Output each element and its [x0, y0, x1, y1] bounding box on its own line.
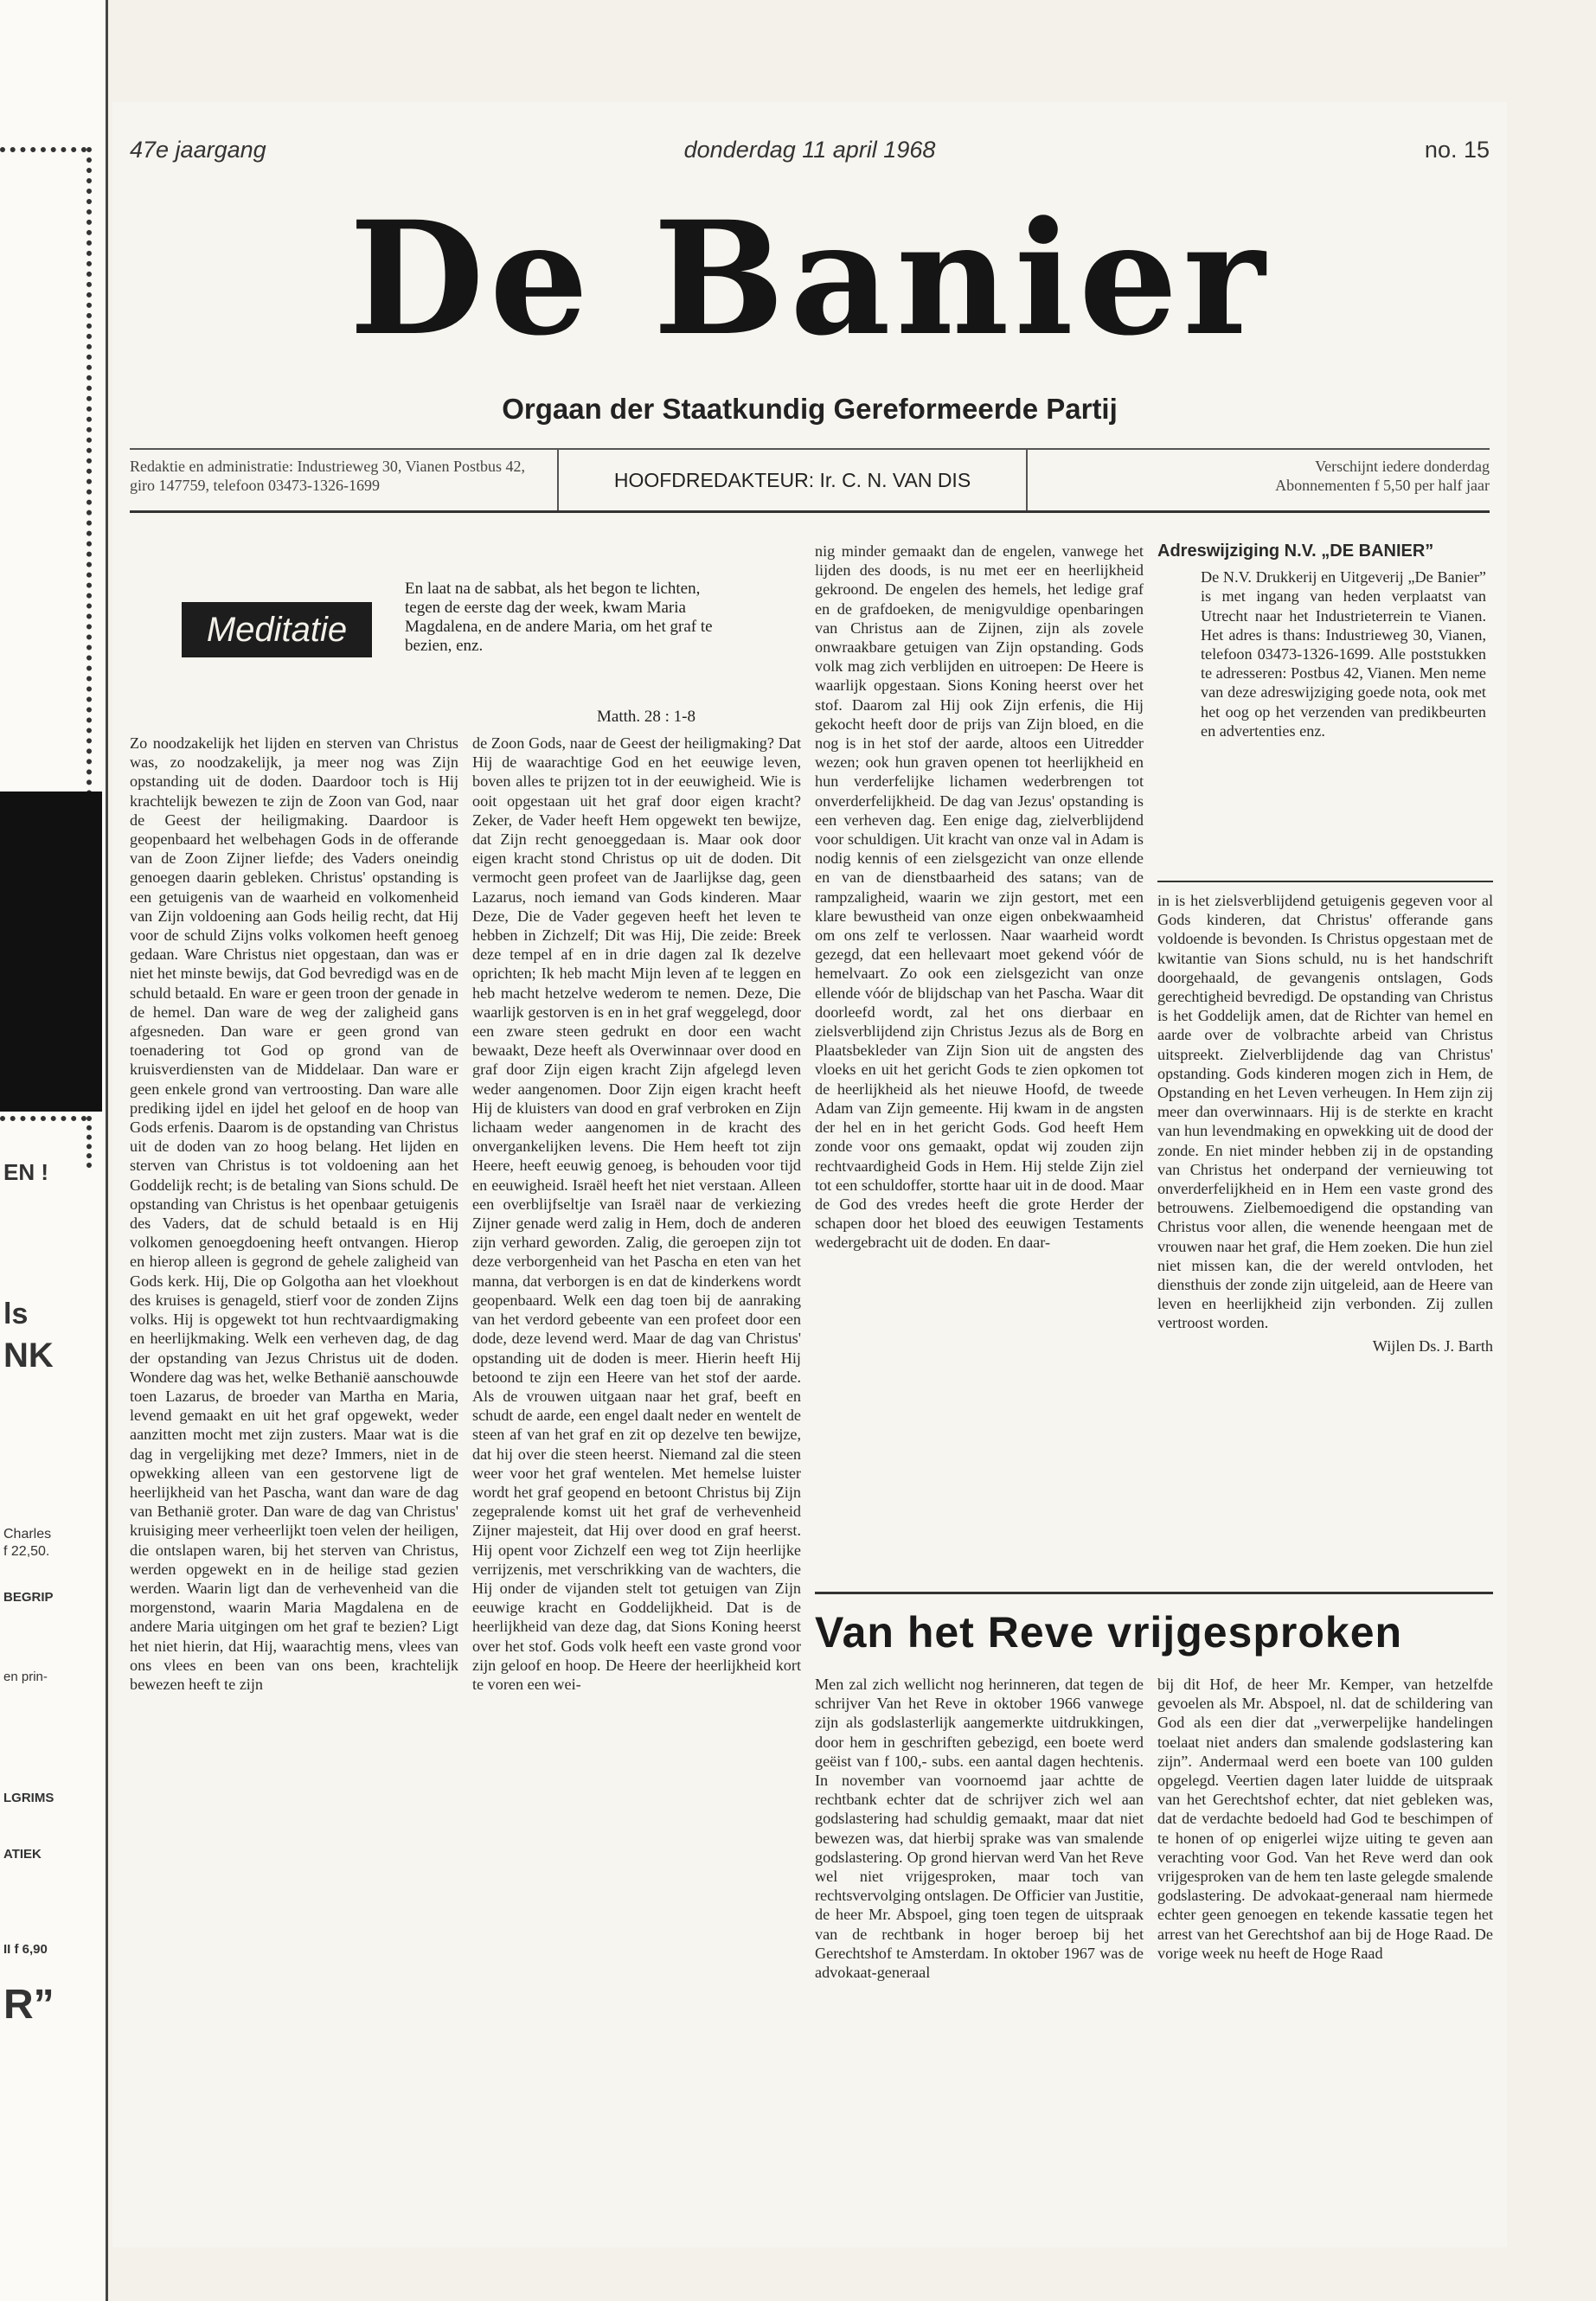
- address-info: Redaktie en administratie: Industrieweg 30, Vianen Postbus 42, giro 147759, telefoon 03473-1326-1699: [130, 458, 526, 494]
- adjacent-page-strip: [0, 0, 108, 2301]
- article-text: Men zal zich wellicht nog herinneren, dat tegen de schrijver Van het Reve in oktober 1966 vanwege zijn als godslasterlijk aangemerkte uitdrukkingen, door hem in geschriften gebezigd, een boete werd geëist van f 100,- subs. een aantal dagen hechtenis. In november van voornoemd jaar achtte de rechtbank echter dat de schrijver zich wel aan godslastering had schuldig gemaakt, maar dat niet bewezen was, dat hierbij sprake was van smalende godslastering. Op grond hiervan werd Van het Reve wel niet vrijgesproken, maar toch van rechtsvervolging ontslagen. De Officier van Justitie, de heer Mr. Abspoel, ging toen tegen de uitspraak van de rechtbank in hoger beroep bij het Gerechtshof te Amsterdam. In oktober 1967 was de advokaat-generaal: [815, 1676, 1144, 1982]
- strip-text: en prin-: [3, 1670, 48, 1684]
- subscription-info: [1057, 457, 1490, 495]
- reve-column-2: [1157, 1675, 1493, 1963]
- info-bar: [130, 448, 1490, 513]
- meditatie-column-4: [1157, 891, 1493, 1356]
- section-divider: [815, 1592, 1493, 1594]
- article-text: in is het zielsverblijdend getuigenis gegeven voor al Gods kinderen, dat Christus' offerande gans voldoende is bevonden. Is Christus opgestaan met de kwitantie van Sions schuld, nu is het handschrift doorgehaald, de gevangenis ontslagen, Gods gerechtigheid bevredigd. De opstanding van Christus is het Goddelijk amen, dat de Richter van hemel en aarde over de volbrachte arbeid van Christus uitspreekt. Zielverblijdende dag van Christus' opstanding. Gods kinderen mogen zich in Hem, de Opstanding en het Leven verheugen. In Hem zijn zij meer dan overwinnaars. Hij is de sterkte en kracht van hun levendmaking en opwekking uit de dood der zonde. En niet minder hebben zij in de opstanding van Christus het onderpand der vernieuwing tot onverderfelijkheid en in Hem een vaste grond des betrouwens. Zielbemoedigend die opstanding van Christus voor allen, die wenende heengaan met de vrouwen naar het graf, die Hem zoeken. Die hun ziel niet missen kan, die der wereld ontvloden, het diensthuis der zonde zijn uitgeleid, aan de Heere van leven en heerlijkheid zijn verbonden. Zij zullen vertroost worden.: [1157, 892, 1493, 1332]
- meditatie-column-3: [815, 542, 1144, 1253]
- strip-text: LGRIMS: [3, 1791, 54, 1805]
- notice-body: De N.V. Drukkerij en Uitgeverij „De Banier” is met ingang van heden verplaatst van Utrecht naar het Industrieterrein te Vianen. Het adres is thans: Industrieweg 30, Vianen, telefoon 03473-1326-1699. Alle poststukken te adresseren: Postbus 42, Vianen. Men neme van deze adreswijziging goede nota, ook met het oog op het verzenden van predikbeurten en advertenties enz.: [1201, 568, 1486, 740]
- meditatie-column-1: [130, 734, 458, 1694]
- article-text: bij dit Hof, de heer Mr. Kemper, van hetzelfde gevoelen als Mr. Abspoel, nl. dat de schildering van God als een dier dat „verwerpelijke handelingen toelaat niet anders dan smalende godslastering kan zijn”. Andermaal werd een boete van 100 gulden opgelegd. Veertien dagen later luidde de uitspraak van het Gerechtshof echter, dat niet gebleken was, dat de verdachte bedoeld had God te beschimpen of te honen of op enigerlei wijze uiting te geven aan verachting voor God. Van het Reve werd dan ook vrijgesproken van de hem ten laste gelegde smalende godslastering. De advokaat-generaal nam hiermede echter geen genoegen en tekende kassatie tegen het arrest van het Gerechtshof aan bij de Hoge Raad. De vorige week nu heeft de Hoge Raad: [1157, 1676, 1493, 1962]
- meditatie-signature: Wijlen Ds. J. Barth: [1372, 1336, 1493, 1355]
- dotted-rule: [0, 147, 87, 152]
- issue-label: no. 15: [1424, 137, 1490, 163]
- volume-label: 47e jaargang: [130, 137, 266, 163]
- header-line: [130, 137, 1490, 171]
- strip-text: R”: [3, 1982, 54, 2028]
- subscription-price: Abonnementen f 5,50 per half jaar: [1275, 477, 1490, 494]
- meditatie-column-2: [472, 734, 801, 1694]
- dotted-rule: [0, 1116, 87, 1121]
- dotted-rule: [87, 1116, 92, 1168]
- meditatie-verse: En laat na de sabbat, als het begon te lichten, tegen de eerste dag der week, kwam Maria Magdalena, en de andere Maria, om het graf te bezien, enz.: [405, 580, 713, 655]
- appearance-note: Verschijnt iedere donderdag: [1315, 458, 1490, 475]
- article-text: Zo noodzakelijk het lijden en sterven van Christus was, zo noodzakelijk, ja meer nog was Zijn opstanding uit de doden. Daardoor toch is Hij krachtelijk bewezen te zijn de Zoon van God, naar de Geest der heiligmaking. Daardoor is geopenbaard het welbehagen Gods in de offerande van de Zoon Zijner liefde; des Vaders oneindig genoegen daarin gebleken. Christus' opstanding is een getuigenis van de waarheid en volkomenheid van Zijn voldoening aan Gods heilig recht, dat Hij voor de schuld Zijns volks volkomen heeft genoeg gedaan. Ware Christus niet opgestaan, dan was er niet het minste bewijs, dat God bevredigd was en de schuld betaald. En ware er geen troon der genade in de hemel. Dan ware de weg der zaligheid gans afgesneden. Dan ware er geen grond van toenadering tot God op grond van de kruisverdiensten van de Middelaar. Dan ware er geen enkele grond van vertroosting. Dan ware alle prediking ijdel en ijdel het geloof en de hoop van Gods erfenis. Daarom is de opstanding van Christus uit de doden van zo hoog belang. Het lijden en sterven van Christus is tot voldoening aan het Goddelijk recht; is de betaling van Sions schuld. De opstanding van Christus is het openbaar getuigenis des Vaders, dat de schuld betaald is en Hij volkomen genoegdoening heeft ontvangen. Hierop en hierop alleen is gegrond de gehele zaligheid van Gods kerk. Hij, Die op Golgotha aan het vloekhout des kruises is genageld, stierf voor de zonden Zijns volks. Hij is opgewekt tot hun rechtvaardigmaking en heerlijkmaking. Welk een verheven dag, de dag der opstanding van Jezus Christus uit de doden. Wondere dag was het, welke Bethanië aanschouwde toen Lazarus, de broeder van Martha en Maria, levend gemaakt en uit het graf opgewekt, weder aanzitten mocht met zijn zusters. Maar wat is die dag in vergelijking met deze? Immers, niet in de opwekking alleen van een gestorvene ligt de heerlijkheid van het Pascha, want dan ware de dag van Bethanië groter. Dan ware de dag van Christus' kruisiging meer verheerlijkt toen velen der heiligen, die ontslapen waren, bij het sterven van Christus, werden opgewekt en in de heilige stad gezien werden. Waarin ligt dan de verhevenheid van die morgenstond, waarin Maria Magdalena en de andere Maria uitgingen om het graf te bezien? Ligt het niet hierin, dat Hij, waarachtig mens, vlees van ons vlees en been van ons been, krachtelijk bewezen heeft te zijn: [130, 734, 458, 1693]
- strip-text: ls: [3, 1298, 29, 1330]
- meditatie-label: Meditatie: [182, 602, 372, 657]
- notice-divider: [1157, 881, 1493, 882]
- strip-text: ATIEK: [3, 1847, 42, 1862]
- article-text: nig minder gemaakt dan de engelen, vanwege het lijden des doods, is nu met eer en heerlijkheid gekroond. De engelen des hemels, het ledige graf en de grafdoeken, de menigvuldige openbaringen van Christus aan de Zijnen, zijn als zovele onwraakbare getuigen van Zijn opstanding. Gods volk mag zich verblijden en uitroepen: De Heere is waarlijk opgestaan. Sions Koning heerst over het stof. Daarom zal Hij ook Zijn erfenis, die Hij gekocht heeft door de prijs van Zijn bloed, en die nog is in het stof der aarde, altoos een Uitredder wezen; ook hun graven openen tot heerlijkheid en hun verderfelijke lichamen wederbrengen tot onverderfelijkheid. De dag van Jezus' opstanding is een verheven dag. Een enige dag, zielverblijdend voor schuldigen. Uit kracht van onze val in Adam is nodig kennis of een zielsgezicht van onze ellende en van de dienstbaarheid des satans; van de rampzaligheid, waarin we zijn gestort, met een klare bewustheid van onze eigen onbekwaamheid om ons zelf te verlossen. Naar waarheid wordt gezegd, dat een hellevaart moet gekend vóór de hemelvaart. Zo ook een zielsgezicht van onze ellende vóór de blijdschap van het Pascha. Waar dit doorleefd wordt, zal het ons dierbaar en zielsverblijdend zijn Christus Jezus als de Borg en Plaatsbekleder van Zijn Sion uit de angsten des vloeks en uit het gericht Gods te zien opkomen tot de heerlijkheid als het nieuwe Hoofd, de tweede Adam van Zijn gemeente. Hij kwam in de angsten der hel en in het gericht Gods. God heeft Hem zonde voor ons gemaakt, opdat wij zouden zijn rechtvaardigheid Gods in Hem. Hij stelde Zijn ziel tot een schuldoffer, stortte haar uit in de dood. Maar de God des vredes heeft die grote Herder der schapen door het bloed des eeuwigen Testaments wedergebracht uit de doden. En daar-: [815, 542, 1144, 1252]
- ad-block: [0, 792, 102, 1112]
- newspaper-page: [112, 102, 1507, 2247]
- masthead-title: De Banier: [349, 188, 1271, 370]
- article-text: de Zoon Gods, naar de Geest der heiligmaking? Dat Hij de waarachtige God en het eeuwige leven, boven alles te prijzen tot in der eeuwigheid. Wie is ooit opgestaan uit het graf door eigen kracht? Zeker, de Vader heeft Hem opgewekt ten bewijze, dat Zijn recht genoeggedaan is. Maar ook door eigen kracht stond Christus op uit de doden. Dit vermocht geen profeet van de Jaarlijkse dag, geen Lazarus, noch iemand van Gods kinderen. Maar Deze, Die de Vader gegeven heeft het leven te hebben in Zichzelf; Dit was Hij, Die zeide: Breek deze tempel af en in drie dagen zal Ik dezelve oprichten; Ik heb macht Mijn leven af te leggen en heb macht hetzelve wederom te nemen. Deze, Die waarlijk gestorven is en in het graf weggelegd, door een zware steen gedrukt en door een wacht bewaakt, Deze heeft als Overwinnaar over dood en graf door Zijn eigen kracht Zijn afgelegd leven weder aangenomen. Door Zijn eigen kracht heeft Hij de kluisters van dood en graf verbroken en Zijn lichaam weder aangenomen in de kracht des onvergankelijken levens. Die Hem heeft tot zijn Heere, heeft eeuwig genoeg, is behouden voor tijd en eeuwigheid. Israël heeft het niet verstaan. Alleen een overblijfseltje van Israël naar de verkiezing Zijner genade werd zalig in Hem, doch de anderen zijn verhard geworden. Zalig, die geroepen zijn tot deze verborgenheid van het Pascha en eten van het manna, dat verborgen is en dat de kinderkens wordt geopenbaard. Welk een dag toen bij de aanraking van het verdord gebeente van een profeet door een dode, deze levend werd. Maar de dag van Christus' opstanding uit de doden is meer. Hierin heeft Hij betoond te zijn een Heere van het stof der aarde. Als de vrouwen uitgaan naar het graf, beeft en schudt de aarde, een engel daalt neder en wentelt de steen af van het graf en zit op dezelve ten bewijze, dat hij over die steen heerst. Niemand zal die steen weer voor het graf wentelen. Met hemelse luister wordt het graf geopend en betoont Christus bij Zijn zegepralende komst uit het graf de verhevenheid Zijner majesteit, dat Hij over dood en graf heerst. Hij opent voor Zichzelf een weg tot Zijn heerlijke verrijzenis, met verschrikking van de wachters, die Hij onder de vijanden stelt tot getuigen van Zijn eeuwige kracht en Goddelijkheid. Dat is de heerlijkheid van deze dag, dat Sions Koning heerst over het stof. Gods volk heeft een vaste grond voor zijn geloof en hoop. De Heere der heerlijkheid kort te voren een wei-: [472, 734, 801, 1693]
- reve-headline: Van het Reve vrijgesproken: [815, 1608, 1403, 1657]
- adreswijziging-notice: [1157, 542, 1493, 740]
- strip-text: II f 6,90: [3, 1942, 48, 1957]
- strip-text: EN !: [3, 1159, 48, 1185]
- masthead-subtitle: Orgaan der Staatkundig Gereformeerde Partij: [502, 393, 1118, 425]
- strip-text: f 22,50.: [3, 1544, 50, 1559]
- reve-column-1: [815, 1675, 1144, 1982]
- meditatie-verse-reference: Matth. 28 : 1-8: [597, 708, 695, 726]
- date-label: donderdag 11 april 1968: [683, 137, 936, 163]
- dotted-rule: [87, 147, 92, 796]
- strip-text: BEGRIP: [3, 1590, 54, 1605]
- strip-text: Charles: [3, 1527, 52, 1541]
- editor-info: HOOFDREDAKTEUR: Ir. C. N. VAN DIS: [557, 450, 1028, 510]
- strip-text: NK: [3, 1336, 54, 1375]
- notice-heading: Adreswijziging N.V. „DE BANIER”: [1157, 542, 1434, 561]
